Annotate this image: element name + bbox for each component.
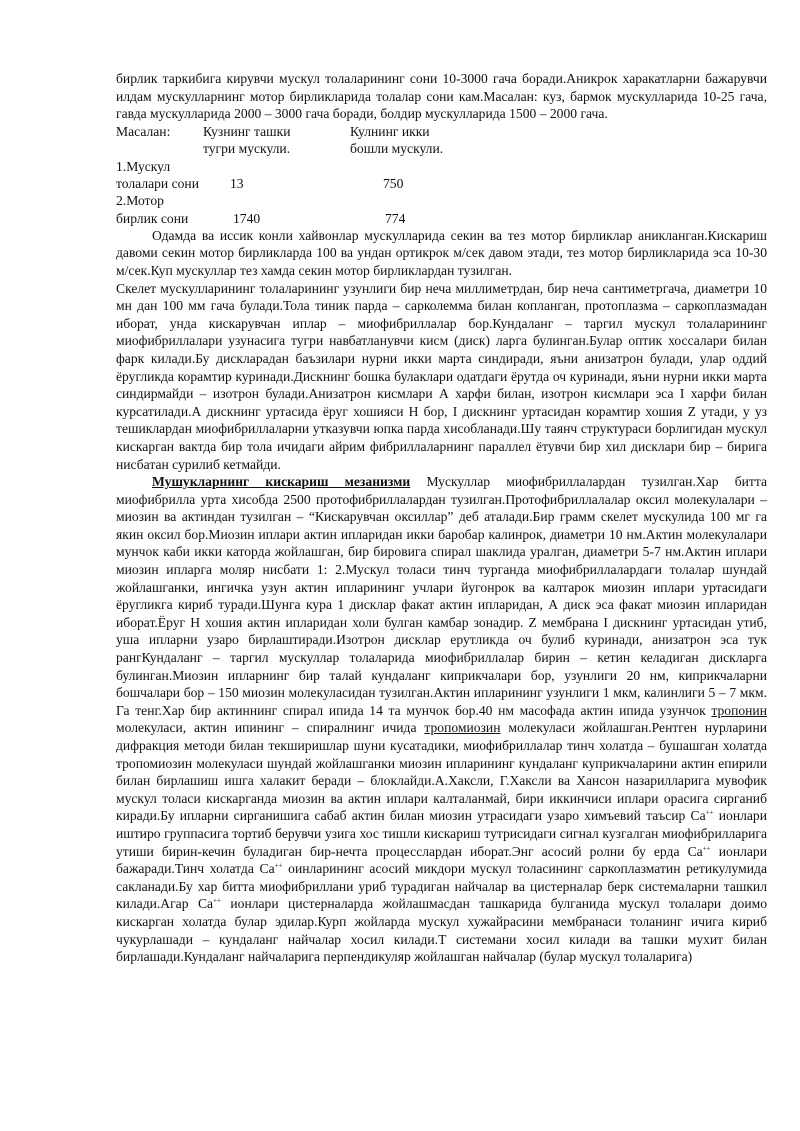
table-row1-label-line1: 1.Мускул xyxy=(116,158,171,174)
calcium-charge-2: ++ xyxy=(702,844,711,853)
mechanism-text-6: оинларининг асосий микдори мускул толасининг саркоплазматин ретикулумида сакланади.Бу хар битта миофибриллани уриб турадиган найчалар ва цистерналар берк системаларни ташкил килади.Агар Са xyxy=(116,861,767,912)
mechanism-paragraph xyxy=(116,473,767,966)
calcium-charge-4: ++ xyxy=(213,896,221,905)
mechanism-text-1: Мускуллар миофибриллалардан тузилган.Хар битта миофибрилла урта хисобда 2500 протофибриллалардан тузилган.Протофибриллалалар оксил молекулалари – миозин ва актиндан тузилган – “Кискарувчан оксиллар” деб аталади.Бир грамм скелет мускулида 100 мг га якин оксил бор.Миозин иплари актин ипларидан икки баробар калинрок, диаметри 10 нм.Актин молекулалари мунчок каби икки каторда жойлашган, бир бировига спирал шаклида уралган, диаметри 5-7 нм.Актин иплари миозин ипларга моляр нисбати 1: 2.Мускул толаси тинч турганда миофибриллалардаги толалар шундай жойлашганки, ингичка узун актин ипларининг учлари йугонрок ва калтарок миозин иплари уртасидаги ёругликга кириб туради.Шунга кура 1 дисклар факат актин ипларидан, А диск эса факат миозин ипларидан иборат.Ёруг Н хошия актин ипларидан холи булган камбар зонадир. Z мембрана I дискнинг уртасидан утиб, уша ипларни узаро бирлаштиради.Изотрон дисклар ерутликда оч булиб куринади, анизатрон эса тук рангКундаланг – таргил мускуллар толаларида миофибриллалар бирин – кетин келадиган дискларга булинган.Миозин ипларнинг бир талай кундаланг киприкчалари бор, узунлиги 20 нм, киприкчаларни бошчалари бор – 150 миозин молекуласидан тузилган.Актин ипларининг узунлиги 1 мкм, калинлиги 5 – 7 мкм. Га тенг.Хар бир актиннинг спирал ипида 14 та мунчок бор.40 нм масофада актин ипида узунчок xyxy=(116,474,767,718)
motor-units-paragraph: Одамда ва иссик конли хайвонлар мускулларида секин ва тез мотор бирликлар аникланган.Кискариш давоми секин мотор бирликларда 100 ва ундан ортикрок м/сек давом этади, тез мотор бирликларида эса 10-30 м/сек.Куп мускуллар тез хамда секин мотор бирликлардан тузилган. xyxy=(116,227,767,278)
table-row2-label-line2: бирлик сони xyxy=(116,210,189,226)
table-col1-header-line2: тугри мускули. xyxy=(203,140,291,156)
intro-paragraph: бирлик таркибига кирувчи мускул толаларининг сони 10-3000 гача боради.Аникрок харакатларни бажарувчи илдам мускулларнинг мотор бирликларида толалар сони кам.Масалан: куз, бармок мускулларида 10-25 гача, гавда мускулларида 2000 – 3000 гача боради, болдир мускулларида 1500 – 2000 гача. xyxy=(116,71,767,122)
skeletal-muscle-paragraph: Скелет мускулларининг толаларининг узунлиги бир неча миллиметрдан, бир неча сантиметргача, диаметри 10 мн дан 100 мм гача булади.Тола тиник парда – сарколемма билан копланган, протоплазма – саркоплазмадан иборат, унда кискарувчан иплар – миофибриллалар бор.Кундаланг – таргил мускул толаларининг миофибриллалари узунасига тугри навбатланувчи кисм (диск) ларга булинган.Булар оптик хоссалари билан фарк килади.Бу дискларадан баъзилари нурни икки марта синдиради, яъни анизатрон булади, улар оддий ёругликда корамтир куринади.Дискнинг бошка булаклари одатдаги ёрутда оч куринади, яъни нурни икки марта синдирмайди – изотрон булади.Анизатрон кисмлари А харфи билан, изотрон кисмлари эса I харфи билан курсатилади.А дискнинг уртасида ёруг хошияси Н бор, I дискнинг уртасидан корамтир хошия Z утади, у уз тешиклардан миофибриллаларни утказувчи юпка парда хисобланади.Шу таянч структураси борлигидан мускул кискарган вактда бир тола ичидаги айрим фибриллаларнинг параллел ётувчи бир хил дисклари бир – бирига нисбатан сурилиб кетмайди. xyxy=(116,280,767,472)
example-table xyxy=(116,123,767,227)
mechanism-text-3: молекуласи жойлашган.Рентген нурларини дифракция методи билан текширишлар шуни кусатадики, миофибриллалар тинч холатда – бушашган холатда тропомиозин молекуласи шундай жойлашганки миозин ипларининг кундаланг куприкчаларини актин епирили билан бирлашиш ишга халакит беради – блоклайди.А.Хаксли, Г.Хаксли ва Хансон назарилларига мувофик мускул толаси кискарганда миозин ва актин иплари калталанмай, бири иккинчиси иплари орасига сирганиб киради.Бу ипларни сирганишига сабаб актин билан миозин утрасидаги узаро химъевий таъсир Са xyxy=(116,720,767,824)
calcium-charge-3: ++ xyxy=(274,861,283,870)
table-row1-value1: 13 xyxy=(230,175,244,191)
mechanism-text-5: ионлари бажаради.Тинч холатда Са xyxy=(116,843,767,877)
table-col2-header-line2: бошли мускули. xyxy=(350,140,444,156)
table-row2-value1: 1740 xyxy=(233,210,261,226)
table-row1-label-line2: толалари сони xyxy=(116,175,199,191)
section-heading: Мушукларнинг кискариш мезанизми xyxy=(152,474,411,490)
table-row2-label-line1: 2.Мотор xyxy=(116,192,164,208)
mechanism-text-4: ионлари иштиро группасига тортиб берувчи узига хос тишли кискариш тутрисидаги сигнал кузгалган миофибрилларига утиши бирин-кечин буладиган бир-нечта процесслардан иборат.Энг асосий ролни бу ерда Са xyxy=(116,808,767,859)
tropomin-term: тропонин xyxy=(711,702,767,718)
table-col1-header-line1: Кузнинг ташки xyxy=(203,123,291,139)
mechanism-text-7: ионлари цистерналарда жойлашмасдан ташкарида булганида мускул толалари доимо кискарган холатда булар эдилар.Курп жойларда мускул хужайрасини мембранаси толанинг ичига кириб чукурлашади – кундаланг найчалар хосил килади.Т системани хосил килади ва ташки мухит билан бирлашади.Кундаланг найчаларига перпендикуляр жойлашган найчалар (булар мускул толаларига) xyxy=(116,896,767,965)
tropomyosin-term: тропомиозин xyxy=(424,720,501,736)
calcium-charge-1: ++ xyxy=(705,808,714,817)
table-row1-value2: 750 xyxy=(383,175,404,191)
mechanism-text-2: молекуласи, актин ипининг – спиралнинг ичида xyxy=(116,720,425,736)
table-label: Масалан: xyxy=(116,123,171,139)
table-col2-header-line1: Кулнинг икки xyxy=(350,123,430,139)
table-row2-value2: 774 xyxy=(385,210,406,226)
